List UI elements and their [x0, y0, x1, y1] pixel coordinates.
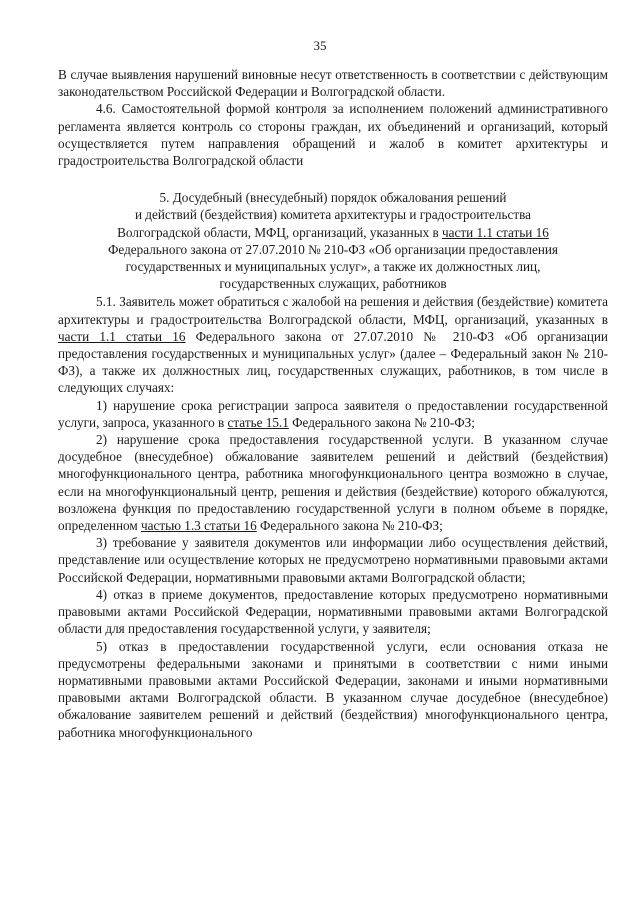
law-reference-link[interactable]: статье 15.1	[227, 414, 289, 430]
heading-line-2: и действий (бездействия) комитета архитектуры и градостроительства	[134, 207, 532, 223]
paragraph-5-1-text-before: 5.1. Заявитель может обратиться с жалобой на решения и действия (бездействие) комитета архитектуры и градостроительства Волгоградской области, МФЦ, организаций, указанных в	[58, 294, 608, 327]
paragraph-5-1	[58, 293, 608, 396]
list-item-2-text-before: 2) нарушение срока предоставления государственной услуги. В указанном случае досудебное (внесудебное) обжалование заявителем решений и действий (бездействия) многофункционального центра, работника многофункционального центра возможно в случае, если на многофункциональный центр, решения и действия (бездействие) которого обжалуются, возложена функция по предоставлению государственной услуги в полном объеме в порядке, определенном	[58, 432, 608, 534]
list-item-5: 5) отказ в предоставлении государственной услуги, если основания отказа не предусмотрены федеральными законами и принятыми в соответствии с ними иными нормативными правовыми актами Российской Федерации, законами и иными нормативными правовыми актами Волгоградской области. В указанном случае досудебное (внесудебное) обжалование заявителем решений и действий (бездействия) многофункционального центра, работника многофункционального	[58, 638, 608, 740]
list-item-1-text-before: 1) нарушение срока регистрации запроса заявителя о предоставлении государственной услуги, запроса, указанного в	[58, 397, 608, 430]
law-reference-link[interactable]: части 1.1 статьи 16	[441, 224, 549, 240]
document-body	[58, 66, 608, 741]
list-item-2-text-after: Федерального закона № 210-ФЗ;	[256, 518, 443, 534]
paragraph-violations: В случае выявления нарушений виновные несут ответственность в соответствии с действующим законодательством Российской Федерации и Волгоградской области.	[58, 67, 608, 100]
heading-line-4: Федерального закона от 27.07.2010 № 210-ФЗ «Об организации предоставления	[107, 241, 559, 257]
heading-line-5: государственных и муниципальных услуг», а также их должностных лиц,	[125, 259, 541, 275]
page-number: 35	[313, 38, 327, 53]
heading-line-3	[58, 224, 608, 241]
list-item-2	[58, 431, 608, 534]
law-reference-link[interactable]: части 1.1 статьи 16	[58, 328, 186, 344]
list-item-1	[58, 397, 608, 431]
heading-line-3-text: Волгоградской области, МФЦ, организаций, указанных в	[117, 224, 442, 240]
list-item-4: 4) отказ в приеме документов, предоставление которых предусмотрено нормативными правовыми актами Российской Федерации, нормативными правовыми актами Волгоградской области для предоставления государственной услуги, у заявителя;	[58, 586, 608, 637]
paragraph-5-1-text-after: Федерального закона от 27.07.2010 № 210-ФЗ «Об организации предоставления государственных и муниципальных услуг» (далее – Федеральный закон № 210-ФЗ), а также их должностных лиц, государственных служащих, работников, в том числе в следующих случаях:	[58, 328, 608, 396]
section-5-heading	[58, 189, 608, 292]
heading-line-1: 5. Досудебный (внесудебный) порядок обжалования решений	[159, 190, 507, 206]
heading-line-6: государственных служащих, работников	[219, 276, 447, 292]
law-reference-link[interactable]: частью 1.3 статьи 16	[141, 518, 257, 534]
list-item-1-text-after: Федерального закона № 210-ФЗ;	[288, 414, 475, 430]
list-item-3: 3) требование у заявителя документов или информации либо осуществления действий, представление или осуществление которых не предусмотрено нормативными правовыми актами Российской Федерации, нормативными правовыми актами Волгоградской области;	[58, 535, 608, 585]
paragraph-4-6: 4.6. Самостоятельной формой контроля за исполнением положений административного регламента является контроль со стороны граждан, их объединений и организаций, который осуществляется путем направления обращений и жалоб в комитет архитектуры и градостроительства Волгоградской области	[58, 101, 608, 169]
